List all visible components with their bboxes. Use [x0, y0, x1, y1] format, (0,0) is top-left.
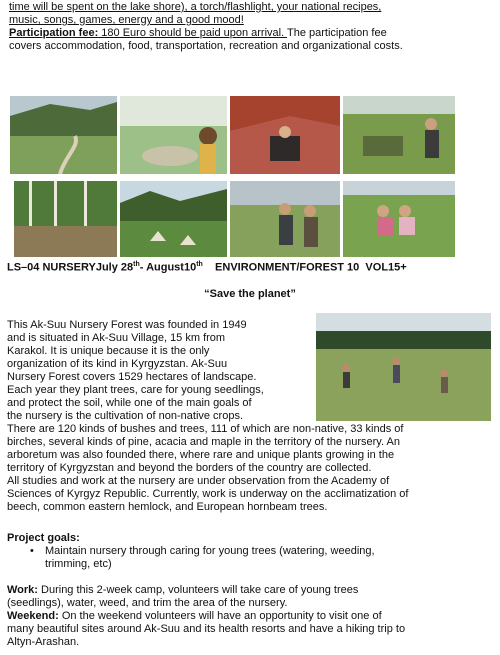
work-line-1: [7, 584, 358, 597]
fee-line-2: covers accommodation, food, transportation, recreation and organizational costs.: [9, 40, 403, 52]
weekend-label: Weekend:: [7, 610, 59, 622]
meadow-group-photo: [343, 181, 455, 257]
valley-photo: [10, 96, 117, 174]
desc-line: organization of its kind in Kyrgyzstan. Ak-Suu: [7, 358, 228, 370]
camp-tents-photo: [120, 181, 227, 257]
desc-line: There are 120 kinds of bushes and trees, 111 of which are non-native, 33 kinds of: [7, 423, 404, 435]
weekend-line-1: [7, 610, 382, 623]
greenhouse-photo: [120, 96, 227, 174]
goals-title: Project goals:: [7, 532, 80, 544]
fee-rest: The participation fee: [287, 27, 387, 39]
work-text: During this 2-week camp, volunteers will take care of young trees: [37, 584, 359, 596]
weekend-text: On the weekend volunteers will have an opportunity to visit one of: [58, 610, 382, 622]
desc-line: Nursery Forest covers 1529 hectares of landscape.: [7, 371, 257, 383]
desc-line: Karakol. It is unique because it is the only: [7, 345, 210, 357]
desc-line: Sciences of Kyrgyz Republic. Currently, work is underway on the acclimatization of: [7, 488, 409, 500]
desc-line: the nursery is the cultivation of non-native crops.: [7, 410, 244, 422]
intro-line-2: music, songs, games, energy and a good mood!: [9, 14, 244, 26]
project-category: ENVIRONMENT/FOREST 10: [215, 261, 360, 274]
project-vol: VOL15+: [365, 261, 407, 274]
desc-line: This Ak-Suu Nursery Forest was founded in 1949: [7, 319, 247, 331]
goal-item-line-1: Maintain nursery through caring for young trees (watering, weeding,: [45, 545, 375, 557]
goal-item-line-2: trimming, etc): [45, 558, 112, 570]
desc-line: and is situated in Ak-Suu Village, 15 km from: [7, 332, 226, 344]
weekend-line-3: Altyn-Arashan.: [7, 636, 80, 648]
intro-line-1: time will be spent on the lake shore), a torch/flashlight, your national recipes,: [9, 1, 382, 13]
work-label: Work:: [7, 584, 38, 596]
weekend-line-2: many beautiful sites around Ak-Suu and its health resorts and have a hiking trip to: [7, 623, 406, 635]
desc-line: Each year they plant trees, care for young seedlings,: [7, 384, 264, 396]
fee-amount: 180 Euro should be paid upon arrival.: [98, 27, 288, 39]
desc-line: arboretum was also founded there, where rare and unique plants growing in the: [7, 449, 395, 461]
project-dates-end: - August10: [139, 261, 197, 274]
desc-line: beech, common eastern hemlock, and European hornbeam trees.: [7, 501, 328, 513]
hikers-photo: [230, 181, 340, 257]
red-rocks-photo: [230, 96, 340, 174]
bullet-icon: •: [30, 545, 34, 557]
work-line-2: (seedlings), water, weed, and trim the area of the nursery.: [7, 597, 288, 609]
fee-line: [9, 27, 494, 40]
slogan: “Save the planet”: [204, 288, 296, 300]
desc-line: birches, several kinds of pine, acacia and maple in the territory of the nursery. An: [7, 436, 400, 448]
desc-line: All studies and work at the nursery are under observation from the Academy of: [7, 475, 390, 487]
birch-forest-photo: [14, 181, 117, 257]
desc-line: territory of Kyrgyzstan and beyond the borders of the country are collected.: [7, 462, 372, 474]
desc-line: and protect the soil, while one of the main goals of: [7, 397, 252, 409]
fee-label: Participation fee:: [9, 27, 99, 39]
nursery-work-photo: [316, 313, 491, 421]
sup-th-1: th: [133, 261, 140, 268]
project-header: [7, 261, 497, 274]
volunteers-field-photo: [343, 96, 455, 174]
sup-th-2: th: [196, 261, 203, 268]
project-code: LS–04 NURSERY: [7, 261, 96, 274]
project-dates-start: July 28: [95, 261, 134, 274]
